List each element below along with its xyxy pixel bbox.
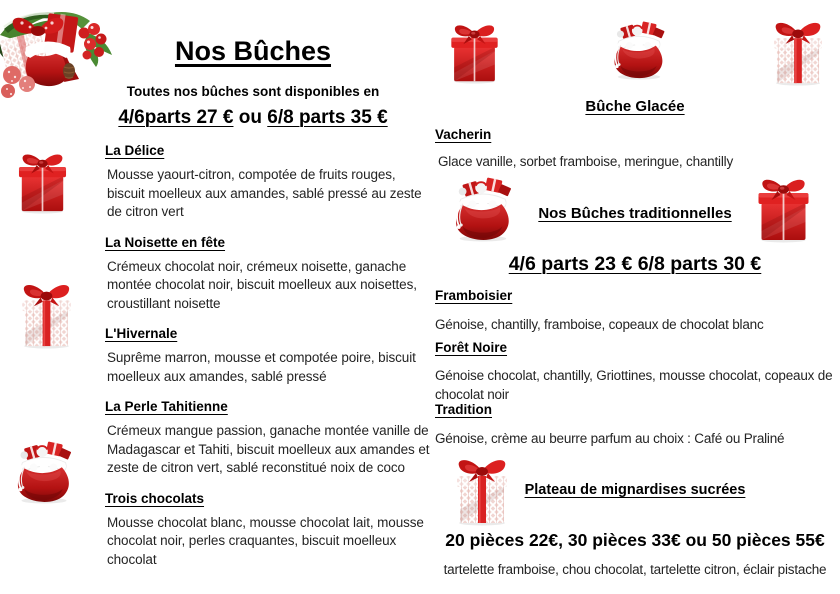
traditional-item-description: Génoise chocolat, chantilly, Griottines, mousse chocolat, copeaux de chocolat noir [435,368,833,402]
pink-gift-box-icon [766,19,830,86]
buche-item-description: Crémeux mangue passion, ganache montée vanille de Madagascar et Tahiti, biscuit moelleux aux amandes et zeste de citron vert, sablé reconstitué noix de coco [107,423,430,475]
buche-item-name: La Délice [105,143,165,158]
mignardises-price-line: 20 pièces 22€, 30 pièces 33€ ou 50 pièces 55€ [445,530,825,550]
buche-item-name: La Perle Tahitienne [105,399,228,414]
mignardises-description: tartelette framboise, chou chocolat, tartelette citron, éclair pistache [443,562,827,577]
red-gift-box-icon [446,21,503,84]
traditional-item-description: Génoise, chantilly, framboise, copeaux de chocolat blanc [435,317,764,332]
santa-sack-icon [608,20,670,80]
availability-subtitle: Toutes nos bûches sont disponibles en [126,84,380,99]
traditional-section-title: Nos Bûches traditionnelles [538,205,732,222]
price-option-2: 6/8 parts 35 € [267,107,388,128]
pink-gift-box-icon [15,281,78,349]
price-option-1: 4/6parts 27 € [118,107,234,128]
buche-list [105,138,431,569]
iced-section-title: Bûche Glacée [585,98,685,115]
buche-item-description: Mousse yaourt-citron, compotée de fruits rouges, biscuit moelleux aux amandes, sablé pressé au zeste de citron vert [107,167,422,219]
size-price-line [90,107,416,129]
iced-item-name: Vacherin [435,127,492,142]
price-separator: ou [233,107,268,128]
buche-item-name: Trois chocolats [105,490,205,506]
buche-item-description: Mousse chocolat blanc, mousse chocolat lait, mousse chocolat noir, perles craquantes, biscuit moelleux chocolat [107,514,424,567]
iced-item-description: Glace vanille, sorbet framboise, meringue, chantilly [438,154,733,169]
buche-item-description: Suprême marron, mousse et compotée poire, biscuit moelleux aux amandes, sablé pressé [107,350,416,384]
traditional-item-name: Forêt Noire [435,340,508,355]
red-gift-box-icon [14,150,71,214]
traditional-item-name: Framboisier [435,288,513,303]
page-title: Nos Bûches [174,36,332,66]
traditional-price-line: 4/6 parts 23 € 6/8 parts 30 € [508,253,762,275]
santa-sack-icon [13,440,75,504]
mignardises-section-title: Plateau de mignardises sucrées [524,482,746,498]
buche-item-description: Crémeux chocolat noir, crémeux noisette, ganache montée chocolat noir, biscuit moelleux aux noisettes, croustillant noisette [107,258,417,311]
traditional-item-name: Tradition [435,402,492,417]
traditional-item-description: Génoise, crème au beurre parfum au choix : Café ou Praliné [435,431,785,446]
buche-item-name: La Noisette en fête [105,234,226,250]
buche-item-name: L'Hivernale [105,326,178,341]
